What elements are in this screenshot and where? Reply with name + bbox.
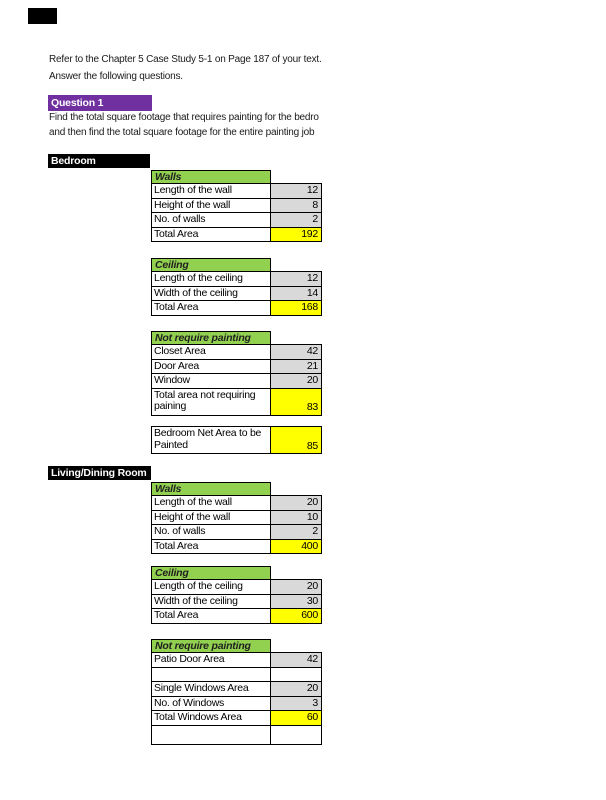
table-walls (151, 482, 322, 554)
row-value-cell: 60 (271, 711, 322, 725)
row-value-cell: 83 (271, 389, 322, 415)
row-label-cell: Single Windows Area (151, 682, 271, 696)
row-value-cell: 2 (271, 213, 322, 227)
row-label-cell: Closet Area (151, 345, 271, 359)
table-row (151, 511, 322, 526)
row-value-cell: 2 (271, 525, 322, 539)
row-value-cell: 21 (271, 360, 322, 374)
table-header-ceiling: Ceiling (151, 258, 271, 271)
row-value-cell: 20 (271, 682, 322, 696)
row-value-cell: 192 (271, 228, 322, 242)
table-row (151, 360, 322, 375)
table-row (151, 199, 322, 214)
row-label-cell: Window (151, 374, 271, 388)
row-label-cell: Door Area (151, 360, 271, 374)
row-label-cell: Length of the ceiling (151, 580, 271, 594)
table-row (151, 213, 322, 228)
row-label-cell: Width of the ceiling (151, 287, 271, 301)
table-not-require-painting (151, 331, 322, 416)
table-row (151, 427, 322, 454)
row-value-cell: 600 (271, 609, 322, 623)
row-label-cell (151, 726, 271, 744)
row-label-cell: Total Area (151, 301, 271, 315)
table-row (151, 668, 322, 683)
table-row (151, 595, 322, 610)
corner-cell-mark (28, 8, 57, 24)
table-header-not-require-painting: Not require painting (151, 639, 271, 652)
question-1-banner: Question 1 (48, 95, 152, 111)
row-value-cell: 20 (271, 580, 322, 594)
table-row (151, 228, 322, 243)
table-row (151, 345, 322, 360)
row-value-cell: 20 (271, 374, 322, 388)
table-not-require-painting (151, 639, 322, 745)
row-value-cell: 8 (271, 199, 322, 213)
intro-text-line-1: Refer to the Chapter 5 Case Study 5-1 on Page 187 of your text. (49, 54, 322, 65)
row-label-cell: Height of the wall (151, 511, 271, 525)
row-label-cell: Length of the ceiling (151, 272, 271, 286)
table-row (151, 287, 322, 302)
table-row (151, 697, 322, 712)
row-value-cell: 3 (271, 697, 322, 711)
table-row (151, 389, 322, 416)
row-label-cell: Height of the wall (151, 199, 271, 213)
table-row (151, 374, 322, 389)
table-row (151, 682, 322, 697)
table-ceiling (151, 258, 322, 316)
row-value-cell: 42 (271, 653, 322, 667)
table-row (151, 653, 322, 668)
row-value-cell: 10 (271, 511, 322, 525)
table-header-walls: Walls (151, 170, 271, 183)
row-label-cell: Total area not requiring paining (151, 389, 271, 415)
table-row (151, 184, 322, 199)
row-value-cell (271, 668, 322, 682)
table-row (151, 711, 322, 726)
table-row (151, 540, 322, 555)
table-header-ceiling: Ceiling (151, 566, 271, 579)
table-summary (151, 426, 322, 454)
row-label-cell: Total Area (151, 228, 271, 242)
row-value-cell: 42 (271, 345, 322, 359)
table-row (151, 609, 322, 624)
question-text-line-2: and then find the total square footage for the entire painting job (49, 127, 315, 138)
intro-text-line-2: Answer the following questions. (49, 71, 183, 82)
section-header-living-dining-room: Living/Dining Room (48, 466, 151, 480)
row-label-cell: No. of Windows (151, 697, 271, 711)
row-value-cell: 14 (271, 287, 322, 301)
row-label-cell: Length of the wall (151, 184, 271, 198)
row-value-cell: 85 (271, 427, 322, 453)
table-row (151, 726, 322, 745)
table-row (151, 272, 322, 287)
row-value-cell: 12 (271, 184, 322, 198)
table-walls (151, 170, 322, 242)
row-label-cell: No. of walls (151, 213, 271, 227)
question-text-line-1: Find the total square footage that requires painting for the bedro (49, 112, 319, 123)
row-label-cell: Width of the ceiling (151, 595, 271, 609)
table-row (151, 301, 322, 316)
row-label-cell: Patio Door Area (151, 653, 271, 667)
row-label-cell: Length of the wall (151, 496, 271, 510)
section-header-bedroom: Bedroom (48, 154, 150, 168)
row-value-cell: 168 (271, 301, 322, 315)
row-label-cell: Bedroom Net Area to be Painted (151, 427, 271, 453)
table-ceiling (151, 566, 322, 624)
row-label-cell: No. of walls (151, 525, 271, 539)
table-header-walls: Walls (151, 482, 271, 495)
row-value-cell: 400 (271, 540, 322, 554)
table-header-not-require-painting: Not require painting (151, 331, 271, 344)
table-row (151, 496, 322, 511)
row-value-cell: 20 (271, 496, 322, 510)
row-value-cell: 12 (271, 272, 322, 286)
row-value-cell: 30 (271, 595, 322, 609)
row-label-cell: Total Windows Area (151, 711, 271, 725)
row-label-cell: Total Area (151, 540, 271, 554)
table-row (151, 580, 322, 595)
table-row (151, 525, 322, 540)
row-label-cell: Total Area (151, 609, 271, 623)
row-value-cell (271, 726, 322, 744)
row-label-cell (151, 668, 271, 682)
